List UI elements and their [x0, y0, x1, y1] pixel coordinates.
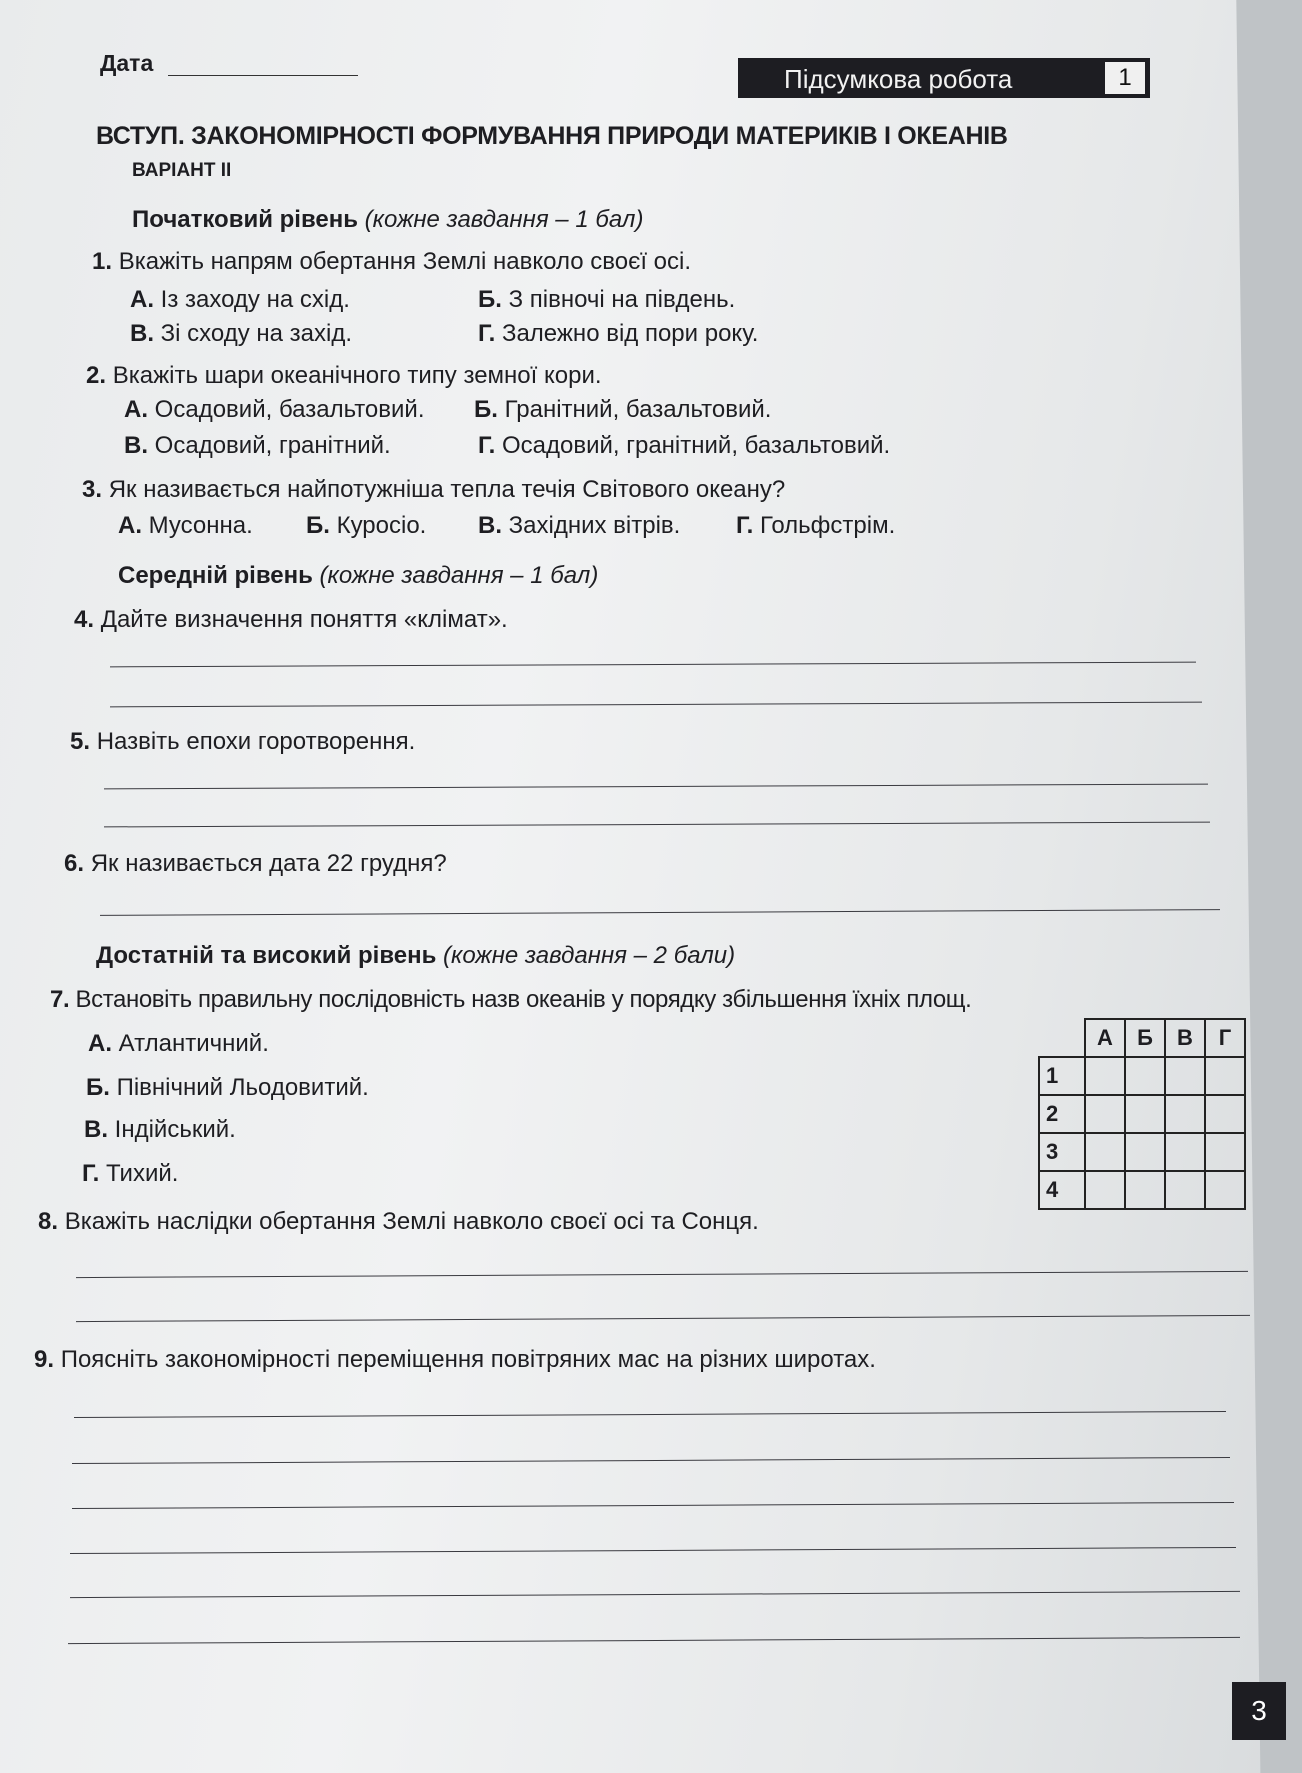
option-text: Із заходу на схід. [160, 286, 350, 313]
option-letter: А. [124, 396, 148, 423]
grid-cell[interactable] [1205, 1057, 1245, 1095]
grid-cell[interactable] [1165, 1095, 1205, 1133]
option-g[interactable] [478, 432, 890, 460]
grid-col-header: В [1165, 1019, 1205, 1057]
question-number: 7. [50, 986, 70, 1013]
level-heading-initial [132, 206, 643, 234]
question-text: Дайте визначення поняття «клімат». [100, 606, 508, 633]
question-6 [64, 850, 447, 878]
grid-cell[interactable] [1205, 1133, 1245, 1171]
level-name: Середній рівень [118, 562, 313, 589]
grid-cell[interactable] [1125, 1095, 1165, 1133]
grid-row-header: 3 [1039, 1133, 1085, 1171]
level-note: (кожне завдання – 2 бали) [443, 942, 736, 969]
question-4 [74, 606, 508, 634]
question-number: 5. [70, 728, 91, 755]
question-number: 4. [74, 606, 95, 633]
grid-row [1039, 1133, 1245, 1171]
question-text: Назвіть епохи горотворення. [96, 728, 416, 755]
date-answer-line[interactable] [168, 75, 358, 76]
page-title: ВСТУП. ЗАКОНОМІРНОСТІ ФОРМУВАННЯ ПРИРОДИ МАТЕРИКІВ І ОКЕАНІВ [96, 122, 1008, 150]
grid-cell[interactable] [1085, 1133, 1125, 1171]
option-letter: Б. [306, 512, 330, 539]
level-heading-middle [118, 562, 598, 590]
option-g[interactable] [736, 512, 895, 540]
question-number: 8. [38, 1208, 59, 1235]
grid-cell[interactable] [1205, 1095, 1245, 1133]
grid-col-header: Г [1205, 1019, 1245, 1057]
option-letter: Г. [82, 1160, 100, 1187]
grid-cell[interactable] [1165, 1057, 1205, 1095]
question-number: 9. [34, 1346, 55, 1373]
grid-col-header: Б [1125, 1019, 1165, 1057]
option-text: Тихий. [105, 1160, 179, 1187]
option-letter: Г. [478, 432, 496, 459]
option-letter: В. [130, 320, 154, 347]
grid-row-header: 1 [1039, 1057, 1085, 1095]
question-5 [70, 728, 415, 756]
option-b[interactable] [474, 396, 771, 424]
level-heading-high [96, 942, 735, 970]
question-3 [82, 476, 785, 504]
option-b[interactable] [478, 286, 735, 314]
grid-row-header: 2 [1039, 1095, 1085, 1133]
option-letter: Б. [478, 286, 502, 313]
question-text: Як називається найпотужніша тепла течія Світового океану? [108, 476, 786, 503]
question-text: Поясніть закономірності переміщення повітряних мас на різних широтах. [60, 1346, 876, 1373]
option-letter: Б. [86, 1074, 110, 1101]
option-text: Індійський. [114, 1116, 236, 1143]
level-note: (кожне завдання – 1 бал) [319, 562, 599, 589]
option-letter: А. [88, 1030, 112, 1057]
question-text: Вкажіть наслідки обертання Землі навколо своєї осі та Сонця. [64, 1208, 759, 1235]
grid-row [1039, 1057, 1245, 1095]
level-note: (кожне завдання – 1 бал) [364, 206, 644, 233]
grid-col-header: А [1085, 1019, 1125, 1057]
grid-corner [1039, 1019, 1085, 1057]
option-text: Осадовий, гранітний, базальтовий. [501, 432, 891, 459]
title-banner [738, 58, 1150, 98]
option-letter: А. [130, 286, 154, 313]
option-v[interactable] [84, 1116, 236, 1144]
option-v[interactable] [124, 432, 391, 460]
option-letter: Г. [736, 512, 754, 539]
option-g[interactable] [82, 1160, 178, 1188]
banner-number: 1 [1105, 62, 1145, 94]
grid-cell[interactable] [1125, 1133, 1165, 1171]
option-text: Зі сходу на захід. [160, 320, 353, 347]
option-text: З півночі на південь. [508, 286, 736, 313]
option-a[interactable] [88, 1030, 269, 1058]
question-1 [92, 248, 691, 276]
option-text: Західних вітрів. [508, 512, 681, 539]
option-text: Мусонна. [148, 512, 253, 539]
option-a[interactable] [130, 286, 350, 314]
question-text: Вкажіть напрям обертання Землі навколо своєї осі. [118, 248, 692, 275]
grid-cell[interactable] [1165, 1171, 1205, 1209]
option-letter: В. [478, 512, 502, 539]
option-v[interactable] [130, 320, 352, 348]
option-v[interactable] [478, 512, 680, 540]
option-text: Гранітний, базальтовий. [504, 396, 772, 423]
answer-grid [1038, 1018, 1246, 1210]
option-a[interactable] [124, 396, 425, 424]
question-text: Вкажіть шари океанічного типу земної кори. [112, 362, 602, 389]
question-9 [34, 1346, 876, 1374]
question-number: 6. [64, 850, 85, 877]
grid-cell[interactable] [1085, 1095, 1125, 1133]
question-number: 1. [92, 248, 113, 275]
grid-cell[interactable] [1165, 1133, 1205, 1171]
option-b[interactable] [306, 512, 426, 540]
level-name: Достатній та високий рівень [96, 942, 437, 969]
grid-row [1039, 1095, 1245, 1133]
option-letter: Г. [478, 320, 496, 347]
option-letter: А. [118, 512, 142, 539]
option-text: Куросіо. [336, 512, 427, 539]
option-letter: В. [124, 432, 148, 459]
option-text: Залежно від пори року. [501, 320, 759, 347]
option-text: Осадовий, гранітний. [154, 432, 391, 459]
question-text: Як називається дата 22 грудня? [90, 850, 447, 877]
grid-cell[interactable] [1205, 1171, 1245, 1209]
date-label: Дата [100, 50, 154, 76]
banner-title: Підсумкова робота [784, 64, 1013, 94]
option-letter: Б. [474, 396, 498, 423]
variant-label: ВАРІАНТ II [132, 160, 232, 181]
grid-cell[interactable] [1085, 1171, 1125, 1209]
grid-cell[interactable] [1125, 1171, 1165, 1209]
option-text: Гольфстрім. [759, 512, 896, 539]
question-8 [38, 1208, 759, 1236]
option-text: Атлантичний. [118, 1030, 269, 1057]
grid-cell[interactable] [1085, 1057, 1125, 1095]
option-text: Північний Льодовитий. [116, 1074, 369, 1101]
question-number: 3. [82, 476, 103, 503]
question-text: Встановіть правильну послідовність назв океанів у порядку збільшення їхніх площ. [75, 986, 972, 1013]
grid-row [1039, 1171, 1245, 1209]
grid-header-row [1039, 1019, 1245, 1057]
question-7 [50, 986, 971, 1014]
option-letter: В. [84, 1116, 108, 1143]
question-number: 2. [86, 362, 107, 389]
question-2 [86, 362, 602, 390]
page-number: 3 [1232, 1682, 1286, 1740]
grid-cell[interactable] [1125, 1057, 1165, 1095]
option-text: Осадовий, базальтовий. [154, 396, 425, 423]
option-g[interactable] [478, 320, 758, 348]
grid-row-header: 4 [1039, 1171, 1085, 1209]
option-a[interactable] [118, 512, 253, 540]
option-b[interactable] [86, 1074, 369, 1102]
level-name: Початковий рівень [132, 206, 358, 233]
